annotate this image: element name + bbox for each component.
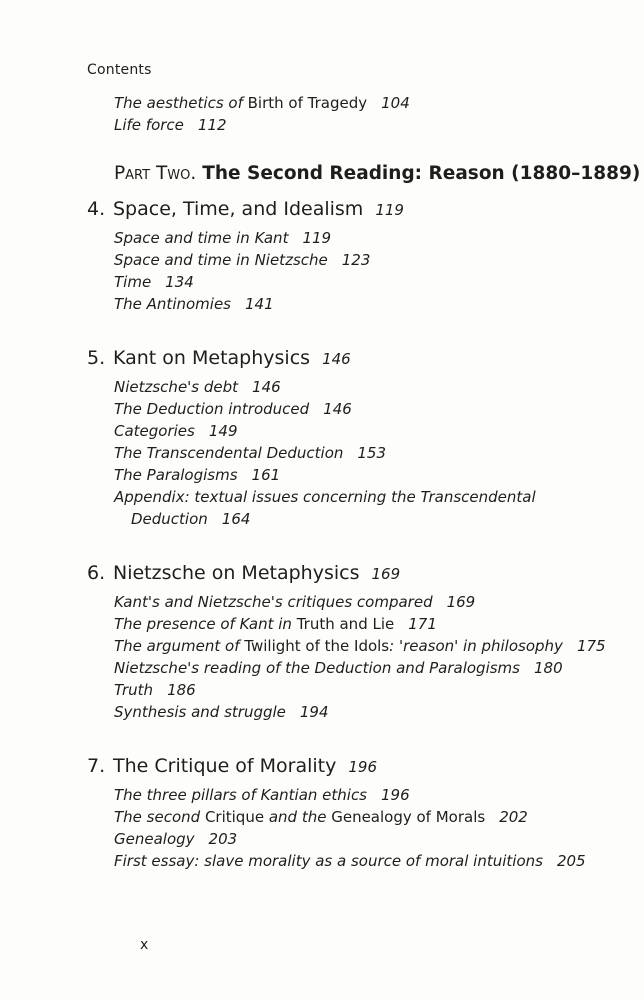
toc-section-entry bbox=[114, 293, 627, 315]
running-head: Contents bbox=[87, 62, 152, 78]
toc-section-entry bbox=[114, 806, 627, 828]
chapter-number: 7. bbox=[87, 755, 106, 777]
section-title-text: The argument of bbox=[114, 637, 245, 655]
section-page-number: 123 bbox=[341, 251, 371, 269]
section-title-text: Appendix: textual issues concerning the Transcendental bbox=[114, 488, 536, 506]
part-heading bbox=[114, 163, 641, 184]
chapter-title: The Critique of Morality bbox=[113, 755, 337, 777]
section-page-number: 196 bbox=[381, 786, 410, 804]
section-page-number: 175 bbox=[576, 637, 606, 655]
chapter-block bbox=[87, 560, 627, 723]
chapter-block bbox=[87, 196, 627, 315]
section-page-number: 171 bbox=[408, 615, 437, 633]
section-title-text: Time bbox=[114, 273, 152, 291]
section-title-text: Genealogy bbox=[114, 830, 195, 848]
table-of-contents bbox=[87, 92, 641, 872]
chapter-list bbox=[87, 196, 627, 872]
section-title-text: Space and time in Nietzsche bbox=[114, 251, 328, 269]
toc-section-entry bbox=[114, 850, 627, 872]
toc-section-entry bbox=[114, 701, 627, 723]
toc-section-entry bbox=[114, 657, 627, 679]
toc-section-entry bbox=[131, 508, 627, 530]
section-page-number: 205 bbox=[556, 852, 586, 870]
section-page-number: 161 bbox=[251, 466, 281, 484]
section-page-number: 146 bbox=[323, 400, 352, 418]
chapter-page-number: 146 bbox=[322, 350, 351, 368]
part-title: The Second Reading: Reason (1880–1889) bbox=[202, 163, 641, 184]
section-title-text: Truth bbox=[114, 681, 154, 699]
toc-section-entry bbox=[114, 828, 627, 850]
toc-section-entry bbox=[114, 420, 627, 442]
section-page-number: 186 bbox=[167, 681, 196, 699]
section-title-work: Truth and Lie bbox=[296, 615, 395, 633]
section-title-text: The Paralogisms bbox=[114, 466, 238, 484]
section-title-text: Nietzsche's debt bbox=[114, 378, 239, 396]
section-title-text: Kant's and Nietzsche's critiques compared bbox=[114, 593, 433, 611]
section-page-number: 169 bbox=[446, 593, 476, 611]
section-title-text: Nietzsche's reading of the Deduction and Paralogisms bbox=[114, 659, 520, 677]
toc-section-entry bbox=[114, 398, 627, 420]
chapter-heading bbox=[87, 560, 627, 587]
toc-section-entry bbox=[114, 464, 627, 486]
section-title-text: : 'reason' in philosophy bbox=[389, 637, 563, 655]
toc-section-entry bbox=[114, 486, 627, 508]
chapter-heading bbox=[87, 345, 627, 372]
toc-section-entry bbox=[114, 271, 627, 293]
section-title-text: First essay: slave morality as a source of moral intuitions bbox=[114, 852, 543, 870]
toc-section-entry bbox=[114, 249, 627, 271]
chapter-page-number: 169 bbox=[371, 565, 401, 583]
section-page-number: 112 bbox=[197, 116, 227, 134]
toc-section-entry bbox=[114, 613, 627, 635]
section-title-work: Twilight of the Idols bbox=[244, 637, 390, 655]
section-title-work: Birth of Tragedy bbox=[247, 94, 368, 112]
section-title-text: The second bbox=[114, 808, 205, 826]
section-page-number: 104 bbox=[381, 94, 410, 112]
toc-section-entry bbox=[114, 442, 627, 464]
toc-section-entry bbox=[114, 114, 627, 136]
toc-section-entry bbox=[114, 227, 627, 249]
section-page-number: 153 bbox=[357, 444, 387, 462]
section-title-text: Space and time in Kant bbox=[114, 229, 289, 247]
chapter-number: 6. bbox=[87, 562, 106, 584]
chapter-page-number: 119 bbox=[375, 201, 404, 219]
chapter-title: Nietzsche on Metaphysics bbox=[113, 562, 360, 584]
chapter-number: 5. bbox=[87, 347, 106, 369]
toc-section-entry bbox=[114, 679, 627, 701]
section-title-text: The Transcendental Deduction bbox=[114, 444, 344, 462]
chapter-page-number: 196 bbox=[348, 758, 378, 776]
section-page-number: 164 bbox=[221, 510, 251, 528]
section-page-number: 119 bbox=[302, 229, 332, 247]
section-page-number: 149 bbox=[208, 422, 238, 440]
chapter-heading bbox=[87, 196, 627, 223]
chapter-block bbox=[87, 345, 627, 530]
chapter-number: 4. bbox=[87, 198, 106, 220]
section-title-text: Deduction bbox=[131, 510, 208, 528]
toc-section-entry bbox=[114, 635, 627, 657]
section-page-number: 203 bbox=[208, 830, 238, 848]
toc-section-entry bbox=[114, 92, 627, 114]
chapter-title: Kant on Metaphysics bbox=[113, 347, 311, 369]
chapter-heading bbox=[87, 753, 627, 780]
section-title-work: Genealogy of Morals bbox=[331, 808, 486, 826]
section-title-text: The aesthetics of bbox=[114, 94, 248, 112]
section-title-work: Critique bbox=[204, 808, 265, 826]
toc-section-entry bbox=[114, 376, 627, 398]
section-title-text: and the bbox=[264, 808, 332, 826]
toc-section-entry bbox=[114, 784, 627, 806]
part-label: Part Two. bbox=[114, 163, 197, 184]
section-page-number: 141 bbox=[245, 295, 274, 313]
section-page-number: 134 bbox=[165, 273, 194, 291]
chapter-title: Space, Time, and Idealism bbox=[113, 198, 364, 220]
toc-section-entry bbox=[114, 591, 627, 613]
section-title-text: The Antinomies bbox=[114, 295, 231, 313]
section-title-text: The Deduction introduced bbox=[114, 400, 310, 418]
carryover-sections bbox=[87, 92, 627, 136]
section-title-text: Life force bbox=[114, 116, 184, 134]
section-title-text: The presence of Kant in bbox=[114, 615, 297, 633]
section-page-number: 146 bbox=[252, 378, 281, 396]
page-number: x bbox=[140, 937, 149, 953]
section-title-text: The three pillars of Kantian ethics bbox=[114, 786, 368, 804]
section-title-text: Synthesis and struggle bbox=[114, 703, 286, 721]
section-page-number: 180 bbox=[533, 659, 563, 677]
section-title-text: Categories bbox=[114, 422, 195, 440]
section-page-number: 202 bbox=[499, 808, 528, 826]
chapter-block bbox=[87, 753, 627, 872]
section-page-number: 194 bbox=[299, 703, 329, 721]
